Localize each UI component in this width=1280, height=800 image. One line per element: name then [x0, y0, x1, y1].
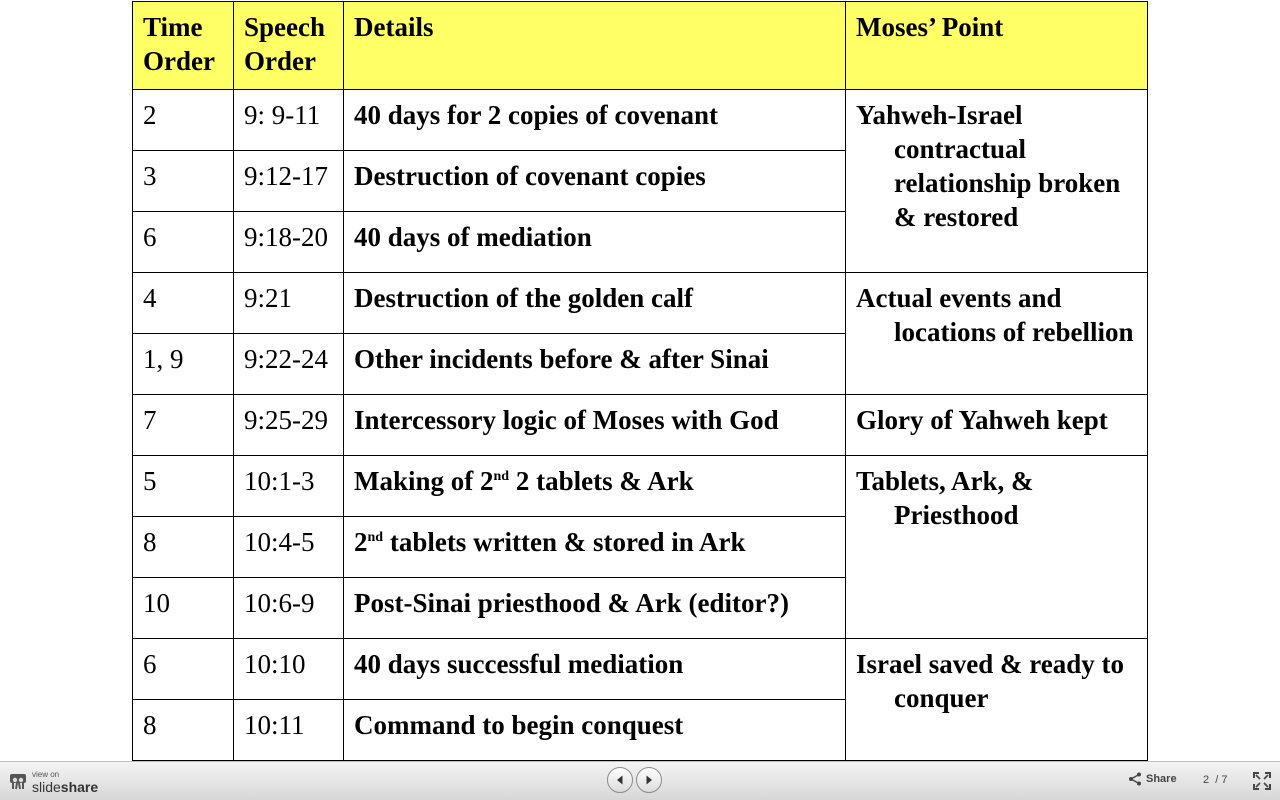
prev-arrow-icon — [614, 774, 626, 786]
brand-view-on: view on — [32, 770, 60, 779]
fullscreen-icon[interactable] — [1253, 772, 1271, 790]
details-text: tablets written & stored in Ark — [383, 527, 746, 557]
details-cell: Intercessory logic of Moses with God — [344, 395, 846, 456]
share-icon — [1128, 772, 1142, 786]
table-row — [133, 456, 1148, 517]
moses-point-cell: Actual events and locations of rebellion — [846, 273, 1148, 395]
speech-order-cell: 9:22-24 — [234, 334, 344, 395]
moses-point-cell: Yahweh-Israel contractual relationship broken & restored — [846, 90, 1148, 273]
ordinal-suffix: nd — [493, 469, 510, 484]
time-order-cell: 3 — [133, 151, 234, 212]
table-row — [133, 395, 1148, 456]
viewer-toolbar — [0, 761, 1280, 800]
table-row — [133, 90, 1148, 151]
speech-order-cell: 10:4-5 — [234, 517, 344, 578]
speech-order-cell: 10:1-3 — [234, 456, 344, 517]
slide-table — [132, 1, 1148, 761]
time-order-cell: 10 — [133, 578, 234, 639]
slideshare-logo-icon — [8, 772, 28, 792]
details-cell: Destruction of the golden calf — [344, 273, 846, 334]
details-cell: 40 days successful mediation — [344, 639, 846, 700]
page-separator: / — [1215, 774, 1219, 786]
table-header-row — [133, 2, 1148, 90]
moses-point-cell: Glory of Yahweh kept — [846, 395, 1148, 456]
time-order-cell: 7 — [133, 395, 234, 456]
table-row — [133, 639, 1148, 700]
table-row — [133, 273, 1148, 334]
header-time-order — [133, 2, 234, 90]
time-order-cell: 2 — [133, 90, 234, 151]
speech-order-cell: 9:18-20 — [234, 212, 344, 273]
details-text: Making of 2 — [354, 466, 494, 496]
details-cell: Destruction of covenant copies — [344, 151, 846, 212]
details-cell: 40 days for 2 copies of covenant — [344, 90, 846, 151]
speech-order-cell: 10:6-9 — [234, 578, 344, 639]
time-order-cell: 5 — [133, 456, 234, 517]
time-order-cell: 4 — [133, 273, 234, 334]
time-order-cell: 8 — [133, 700, 234, 761]
details-text: 2 tablets & Ark — [509, 466, 694, 496]
details-cell — [344, 517, 846, 578]
speech-order-cell: 9: 9-11 — [234, 90, 344, 151]
moses-point-cell: Israel saved & ready to conquer — [846, 639, 1148, 761]
speech-order-cell: 9:25-29 — [234, 395, 344, 456]
details-cell: Post-Sinai priesthood & Ark (editor?) — [344, 578, 846, 639]
time-order-cell: 6 — [133, 639, 234, 700]
details-cell — [344, 456, 846, 517]
share-button[interactable] — [1128, 772, 1177, 786]
ordinal-suffix: nd — [367, 530, 384, 545]
share-label: Share — [1146, 773, 1177, 785]
brand-name — [32, 780, 98, 794]
brand-name-bold: share — [60, 779, 99, 795]
current-page: 2 — [1203, 774, 1210, 786]
time-order-cell: 1, 9 — [133, 334, 234, 395]
header-speech-line2: Order — [244, 46, 316, 76]
header-time-line2: Order — [143, 46, 215, 76]
details-cell: 40 days of mediation — [344, 212, 846, 273]
moses-point-cell: Tablets, Ark, & Priesthood — [846, 456, 1148, 639]
next-slide-button[interactable] — [636, 767, 662, 793]
total-pages: 7 — [1221, 774, 1228, 786]
header-time-line1: Time — [143, 12, 203, 42]
time-order-cell: 8 — [133, 517, 234, 578]
details-text: 2 — [354, 527, 368, 557]
header-moses-point: Moses’ Point — [846, 2, 1148, 90]
details-cell: Other incidents before & after Sinai — [344, 334, 846, 395]
prev-slide-button[interactable] — [607, 767, 633, 793]
speech-order-cell: 10:11 — [234, 700, 344, 761]
header-speech-line1: Speech — [244, 12, 325, 42]
header-details: Details — [344, 2, 846, 90]
next-arrow-icon — [643, 774, 655, 786]
page-counter — [1203, 774, 1228, 786]
speech-order-cell: 10:10 — [234, 639, 344, 700]
details-cell: Command to begin conquest — [344, 700, 846, 761]
brand-text — [32, 770, 98, 794]
brand-name-light: slide — [32, 779, 61, 795]
time-order-cell: 6 — [133, 212, 234, 273]
speech-order-cell: 9:21 — [234, 273, 344, 334]
header-speech-order — [234, 2, 344, 90]
slideshare-brand-link[interactable] — [8, 770, 98, 794]
speech-order-cell: 9:12-17 — [234, 151, 344, 212]
